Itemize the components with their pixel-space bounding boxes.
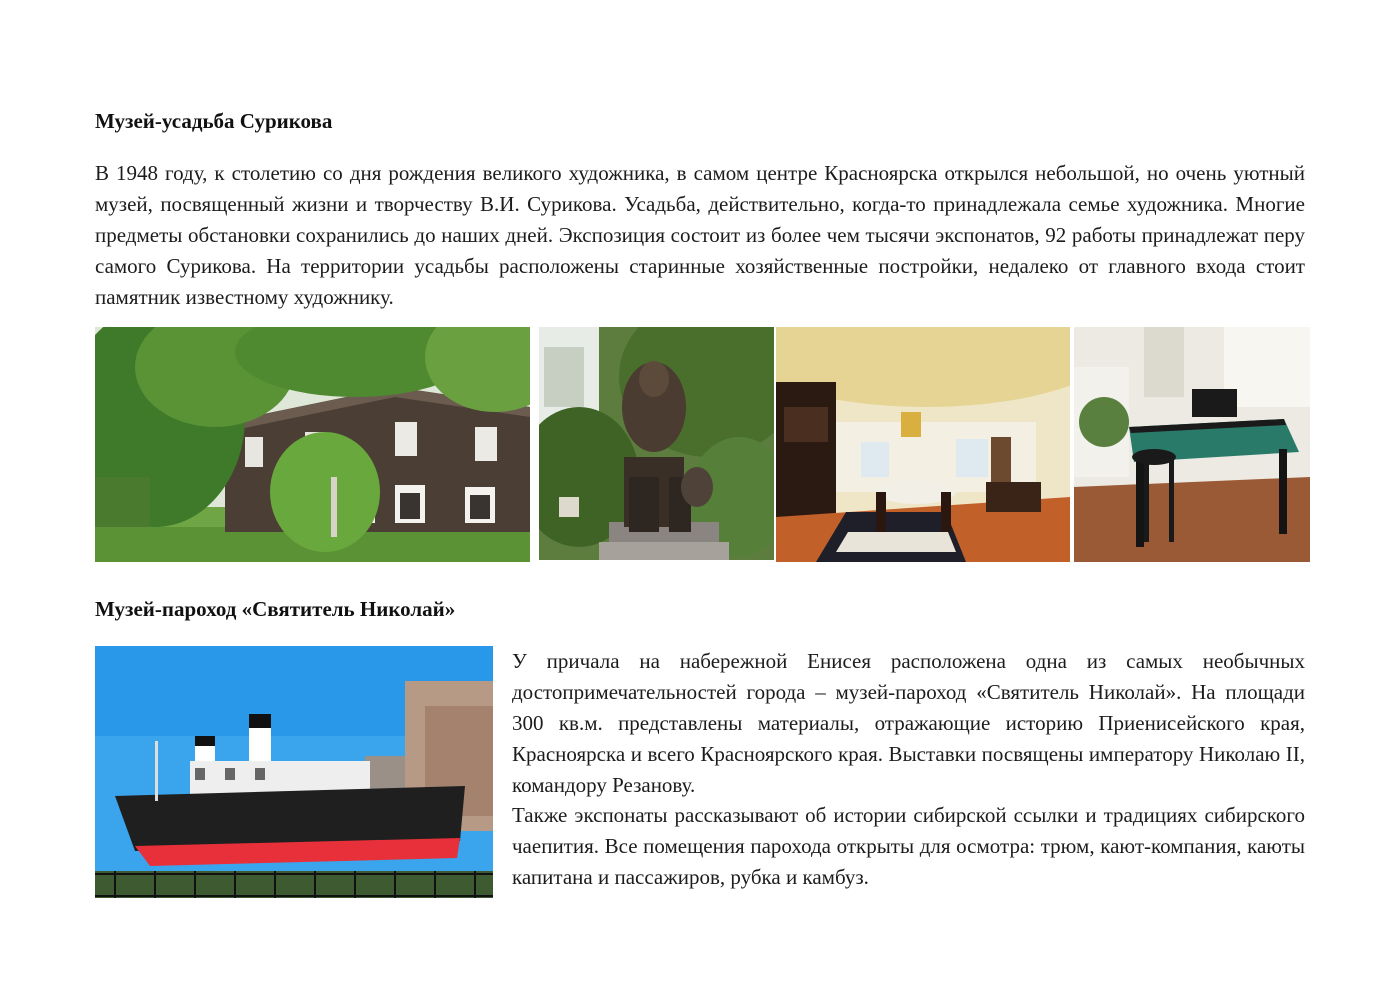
section-heading-surikov-museum: Музей-усадьба Сурикова xyxy=(95,109,333,133)
surikov-monument-photo xyxy=(539,327,774,560)
steamship-museum-paragraph-2: Также экспонаты рассказывают об истории сибирской ссылки и традициях сибирского чаепития. Все помещения парохода открыты для осмотра: трюм, кают-компания, каюты капитана и пассажиров, рубка и камбуз. xyxy=(512,803,1305,889)
surikov-museum-paragraph: В 1948 году, к столетию со дня рождения великого художника, в самом центре Красноярска открылся небольшой, но очень уютный музей, посвященный жизни и творчеству В.И. Сурикова. Усадьба, действительно, когда-то принадлежала семье художника. Многие предметы обстановки сохранились до наших дней. Экспозиция состоит из более чем тысячи экспонатов, 92 работы принадлежат перу самого Сурикова. На территории усадьбы расположены старинные хозяйственные постройки, недалеко от главного входа стоит памятник известному художнику. xyxy=(95,161,1305,309)
estate-house-photo xyxy=(95,327,530,562)
section-heading-steamship-museum: Музей-пароход «Святитель Николай» xyxy=(95,597,456,621)
steamship-museum-paragraph-1: У причала на набережной Енисея расположена одна из самых необычных достопримечательностей города – музей-пароход «Святитель Николай». На площади 300 кв.м. представлены материалы, отражающие историю Приенисейского края, Красноярска и всего Красноярского края. Выставки посвящены императору Николаю II, командору Резанову. xyxy=(512,649,1305,797)
estate-dining-room-photo xyxy=(776,327,1070,562)
steamship-photo xyxy=(95,646,493,898)
artist-desk-photo xyxy=(1074,327,1310,562)
